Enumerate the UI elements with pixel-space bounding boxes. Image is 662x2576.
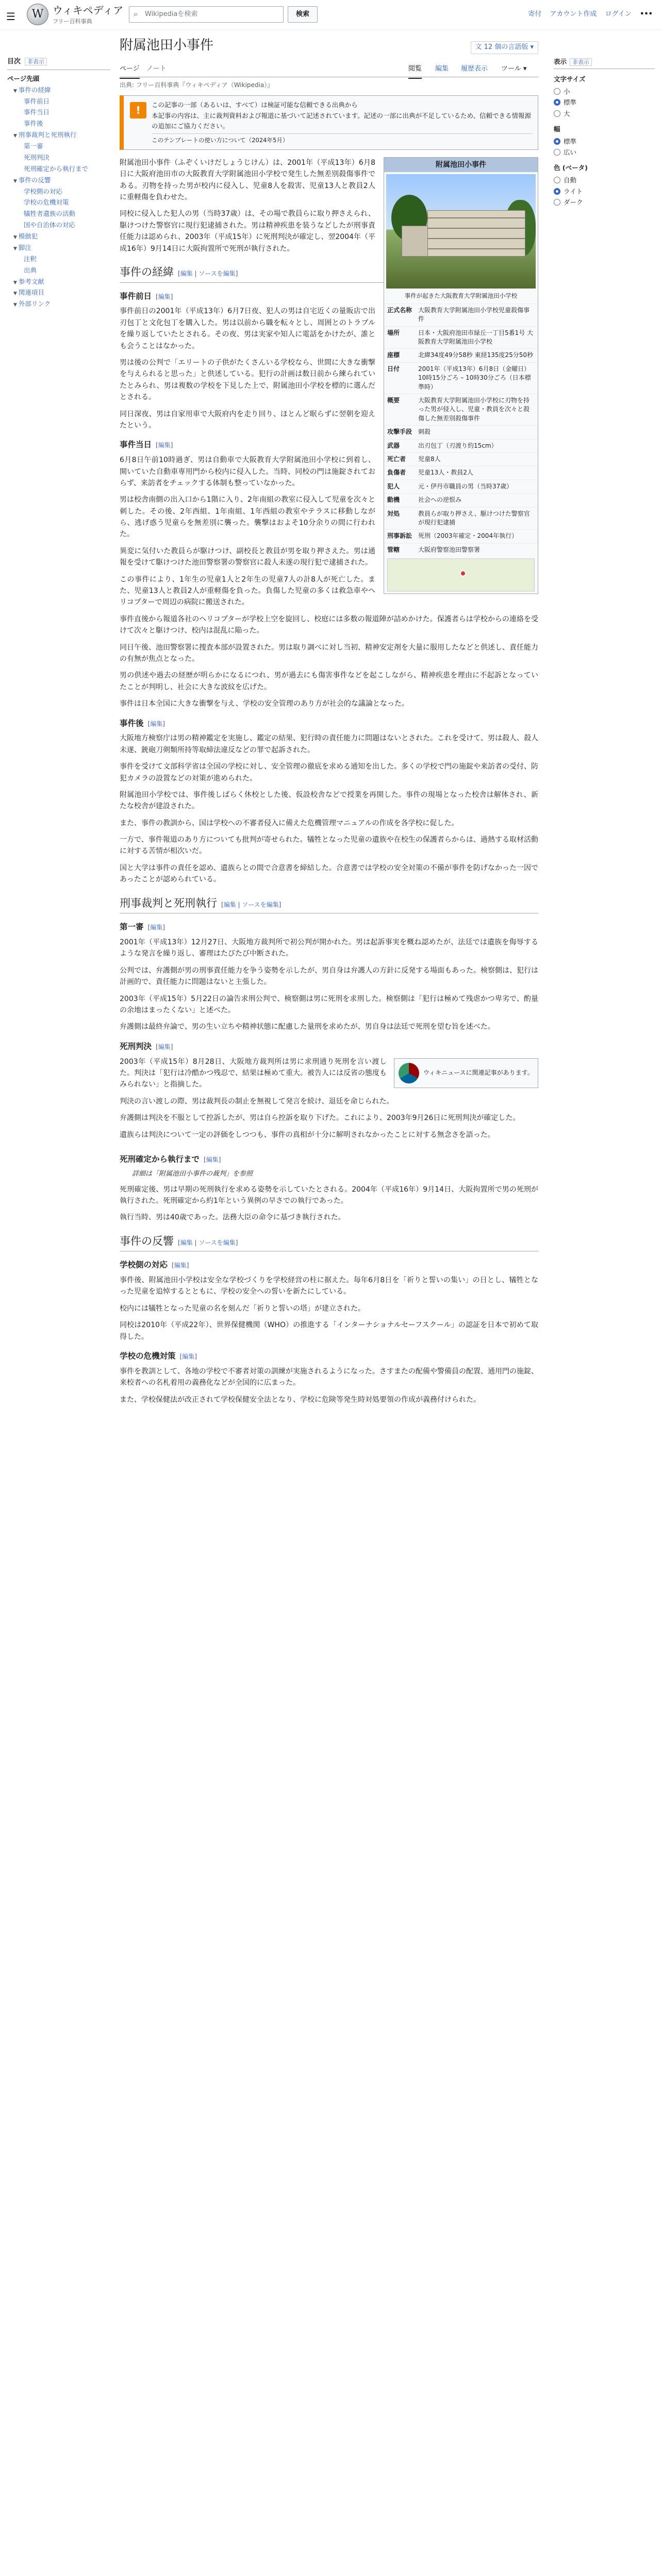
infobox-row xyxy=(384,425,538,438)
location-map[interactable] xyxy=(387,558,535,591)
infobox-value: 教員らが取り押さえ、駆けつけた警察官が現行犯逮捕 xyxy=(418,510,530,526)
toc-item[interactable]: 死刑確定から執行まで xyxy=(24,164,89,173)
toc-hide-button[interactable]: 非表示 xyxy=(25,58,47,65)
school-photo[interactable] xyxy=(386,174,536,289)
infobox-row xyxy=(384,348,538,362)
notice-box xyxy=(120,95,538,150)
width-options xyxy=(554,136,655,158)
toc-item[interactable]: 死刑判決 xyxy=(24,153,50,161)
paragraph: 弁護側は判決を不服として控訴したが、男は自ら控訴を取り下げた。これにより、2003年9月26日に死刑判決が確定した。 xyxy=(120,1114,520,1123)
more-options-icon[interactable]: ••• xyxy=(640,10,653,18)
text-size-options xyxy=(554,86,655,119)
notice-lead: この記事の一部（あるいは、すべて）は検証可能な信頼できる出典から xyxy=(152,100,358,109)
width-option[interactable]: 広い xyxy=(554,147,655,158)
user-links xyxy=(522,9,653,20)
text-size-label: 文字サイズ xyxy=(554,75,586,83)
infobox-key: 管轄 xyxy=(387,546,400,553)
chevron-down-icon[interactable]: ▼ xyxy=(13,246,17,251)
infobox-value: 大阪教育大学附属池田小学校に刃物を持った男が侵入し、児童・教員を次々と殺傷した無差別殺傷事件 xyxy=(418,397,530,422)
edit-section-link[interactable]: 編集 xyxy=(158,293,171,300)
paragraph: 事件は日本全国に大きな衝撃を与え、学校の安全管理のあり方が社会的な議論となった。 xyxy=(120,700,409,708)
infobox-value: 児童13人・教員2人 xyxy=(418,469,473,477)
subsection-heading: 学校の危機対策 [編集] xyxy=(120,1351,197,1361)
infobox-row xyxy=(384,303,538,326)
infobox-row xyxy=(384,394,538,425)
site-brand[interactable]: ウィキペディア xyxy=(53,4,124,16)
login-link[interactable]: ログイン xyxy=(605,10,632,18)
paragraph: 事件前日の2001年（平成13年）6月7日夜、犯人の男は自宅近くの量販店で出刃包丁と文化包丁を購入した。男は以前から職を転々とし、周囲とのトラブルを繰り返していたとされる。その夜、男は実家や知人に電話をかけたが、誰とも会うことはなかった。 xyxy=(120,307,375,350)
paragraph: 国と大学は事件の責任を認め、遺族らとの間で合意書を締結した。合意書では学校の安全対策の不備が事件を防げなかった一因であったことが認められている。 xyxy=(120,863,538,884)
menu-icon[interactable]: ☰ xyxy=(6,10,15,23)
paragraph: 公判では、弁護側が男の刑事責任能力を争う姿勢を示したが、男自身は弁護人の方針に反発する場面もあった。検察側は、犯行は計画的で、責任能力に問題はないと主張した。 xyxy=(120,966,538,987)
paragraph: 執行当時、男は40歳であった。法務大臣の命令に基づき執行された。 xyxy=(120,1213,345,1222)
infobox-key: 対処 xyxy=(387,510,400,517)
infobox-value: 日本・大阪府池田市緑丘一丁目5番1号 大阪教育大学附属池田小学校 xyxy=(418,329,534,346)
paragraph: 2003年（平成15年）5月22日の論告求刑公判で、検察側は男に死刑を求刑した。検察側は「犯行は極めて残虐かつ卑劣で、酌量の余地はまったくない」と述べた。 xyxy=(120,994,538,1014)
paragraph: 附属池田小学校では、事件後しばらく休校とした後、仮設校舎などで授業を再開した。事件の現場となった校舎は解体され、新たな校舎が建設された。 xyxy=(120,790,538,811)
color-label: 色 (ベータ) xyxy=(554,164,588,172)
width-label: 幅 xyxy=(554,125,560,133)
infobox xyxy=(384,157,538,594)
site-tagline: フリー百科事典 xyxy=(53,18,92,25)
paragraph: 男は後の公判で「エリートの子供がたくさんいる学校なら、世間に大きな衝撃を与えられると思った」と供述している。犯行の計画は数日前から練られていたとみられ、男は複数の学校を下見した上で、附属池田小学校を標的に選んだとされる。 xyxy=(120,359,375,402)
edit-section-link[interactable]: 編集 xyxy=(174,1262,187,1269)
toc-list xyxy=(7,73,110,310)
subsection-heading: 事件後 [編集] xyxy=(120,718,165,728)
toc-item[interactable]: 事件後 xyxy=(24,120,43,128)
infobox-value: 社会への逆恨み xyxy=(418,496,462,504)
toc-item[interactable]: ▼ 事件の経緯 xyxy=(13,86,51,94)
infobox-key: 概要 xyxy=(387,397,400,404)
chevron-down-icon[interactable]: ▼ xyxy=(13,235,17,241)
appearance-heading: 表示 非表示 xyxy=(554,57,655,69)
subsection-heading: 第一審 [編集] xyxy=(120,922,165,932)
toc-item[interactable]: ▼ 刑事裁判と死刑執行 xyxy=(13,131,77,139)
tab-history[interactable]: 履歴表示 xyxy=(461,64,488,73)
infobox-row xyxy=(384,466,538,479)
paragraph: 同校は2010年（平成22年）、世界保健機関（WHO）の推進する「インターナショナルセーフスクール」の認証を日本で初めて取得した。 xyxy=(120,1321,538,1341)
infobox-value: 死刑（2003年確定・2004年執行） xyxy=(418,532,518,540)
edit-section-link[interactable]: 編集 xyxy=(158,442,171,449)
radio-icon[interactable] xyxy=(554,199,560,206)
edit-section-link[interactable]: 編集 xyxy=(180,270,193,278)
intro-paragraph: 附属池田小事件（ふぞくいけだしょうじけん）は、2001年（平成13年）6月8日に大阪府池田市の大阪教育大学附属池田小学校で発生した無差別殺傷事件である。刃物を持った男が校内に侵入し、児童8人を殺害、児童13人と教員2人に重軽傷を負わせた。 xyxy=(120,158,375,202)
wikinews-text: ウィキニュースに関連記事があります。 xyxy=(423,1069,534,1076)
edit-section-link[interactable]: 編集 xyxy=(150,924,163,931)
toc-item[interactable]: ▼ 参考文献 xyxy=(13,277,44,285)
infobox-key: 動機 xyxy=(387,496,400,504)
infobox-title: 附属池田小事件 xyxy=(384,158,538,172)
tab-talk[interactable]: ノート xyxy=(146,64,167,73)
color-options xyxy=(554,175,655,208)
paragraph: 一方で、事件報道のあり方についても批判が寄せられた。犠牲となった児童の遺族や在校生の保護者らからは、過熱する取材活動に対する苦情が相次いだ。 xyxy=(120,836,538,856)
paragraph: 事件直後から報道各社のヘリコプターが学校上空を旋回し、校庭には多数の報道陣が詰めかけた。保護者らは学校からの連絡を受けて次々と駆けつけ、校内は混乱に陥った。 xyxy=(120,615,538,635)
toc-item[interactable]: 出典 xyxy=(24,266,37,274)
edit-source-link[interactable]: ソースを編集 xyxy=(242,901,279,908)
paragraph: 死刑確定後、男は早期の死刑執行を求める姿勢を示していたとされる。2004年（平成16年）9月14日、大阪拘置所で男の死刑が執行された。死刑確定から約1年という異例の早さでの執行であった。 xyxy=(120,1185,538,1205)
infobox-key: 座標 xyxy=(387,351,400,359)
infobox-row xyxy=(384,543,538,556)
paragraph: 男は校舎南側の出入口から1階に入り、2年南組の教室に侵入して児童を次々と刺した。その後、2年西組、1年南組、1年西組の教室やテラスに移動しながら、逃げ惑う児童らを無差別に襲った。襲撃はおよそ10分余りの間に行われた。 xyxy=(120,496,375,539)
create-account-link[interactable]: アカウント作成 xyxy=(550,10,597,18)
paragraph: 2001年（平成13年）12月27日、大阪地方裁判所で初公判が開かれた。男は起訴事実を概ね認めたが、法廷では遺族を侮辱するような発言を繰り返し、審理はたびたび中断された。 xyxy=(120,938,538,958)
radio-icon[interactable] xyxy=(554,177,560,183)
paragraph: 大阪地方検察庁は男の精神鑑定を実施し、鑑定の結果、犯行時の責任能力に問題はないとされた。これを受けて、男は殺人、殺人未遂、銃砲刀剣類所持等取締法違反などの罪で起訴された。 xyxy=(120,734,538,754)
toc-item[interactable]: 学校側の対応 xyxy=(24,187,63,195)
radio-icon[interactable] xyxy=(554,99,560,106)
infobox-key: 日付 xyxy=(387,365,400,372)
radio-icon[interactable] xyxy=(554,138,560,145)
site-header xyxy=(0,0,662,30)
text-size-option[interactable]: 小 xyxy=(554,86,655,97)
paragraph: 2003年（平成15年）8月28日、大阪地方裁判所は男に求刑通り死刑を言い渡した。判決は「犯行は冷酷かつ残忍で、結果は極めて重大。被告人には反省の態度もみられない」と指摘した。 xyxy=(120,1057,387,1089)
subsection-heading: 死刑判決 [編集] xyxy=(120,1041,173,1051)
infobox-value: 刺殺 xyxy=(418,428,431,436)
toc-item[interactable]: 国や自治体の対応 xyxy=(24,221,76,229)
chevron-down-icon[interactable]: ▼ xyxy=(13,280,17,285)
color-option[interactable]: 自動 xyxy=(554,175,655,185)
tab-read[interactable]: 閲覧 xyxy=(408,64,422,79)
donate-link[interactable]: 寄付 xyxy=(528,10,542,18)
edit-section-link[interactable]: 編集 xyxy=(158,1043,171,1050)
infobox-value: 北緯34度49分58秒 東経135度25分50秒 xyxy=(418,351,534,359)
text-size-option[interactable]: 標準 xyxy=(554,97,655,108)
paragraph: 同日午後、池田警察署に捜査本部が設置された。男は取り調べに対し当初、精神安定剤を大量に服用したなどと供述し、責任能力の有無が焦点となった。 xyxy=(120,643,538,663)
paragraph: この事件により、1年生の児童1人と2年生の児童7人の計8人が死亡した。また、児童13人と教員2人が重軽傷を負った。負傷した児童の多くは救急車やヘリコプターで周辺の病院に搬送された。 xyxy=(120,575,375,607)
paragraph: 6月8日午前10時過ぎ、男は自動車で大阪教育大学附属池田小学校に到着し、開いていた自動車専用門から校内に侵入した。当時、同校の門は施錠されておらず、来訪者をチェックする体制も整っていなかった。 xyxy=(120,456,375,487)
infobox-caption: 事件が起きた大阪教育大学附属池田小学校 xyxy=(404,292,518,300)
toc-item[interactable]: ▼ 事件の反響 xyxy=(13,176,51,184)
paragraph: 弁護側は最終弁論で、男の生い立ちや精神状態に配慮した量刑を求めたが、男自身は法廷で死刑を望む旨を述べた。 xyxy=(120,1023,495,1031)
infobox-row xyxy=(384,326,538,349)
page-tabs xyxy=(120,59,538,77)
toc-item[interactable]: ページ先頭 xyxy=(7,74,40,82)
infobox-key: 刑事訴訟 xyxy=(387,532,412,540)
paragraph: 異変に気付いた教員らが駆けつけ、副校長と教員が男を取り押さえた。男は通報を受けて駆けつけた池田警察署の警察官に殺人未遂の現行犯で逮捕された。 xyxy=(120,547,375,567)
paragraph: 遺族らは判決について一定の評価をしつつも、事件の真相が十分に解明されなかったことに対する無念さを語った。 xyxy=(120,1130,495,1139)
edit-section-link[interactable]: 編集 xyxy=(206,1156,219,1163)
width-option[interactable]: 標準 xyxy=(554,136,655,147)
toc-item[interactable]: ▼ 模倣犯 xyxy=(13,232,38,241)
tab-edit[interactable]: 編集 xyxy=(435,64,449,73)
toc-item[interactable]: ▼ 脚注 xyxy=(13,243,31,251)
paragraph: 事件を教訓として、各地の学校で不審者対策の訓練が実施されるようになった。さすまたの配備や警備員の配置、通用門の施錠、来校者への名札着用の義務化などが全国的に広まった。 xyxy=(120,1367,538,1387)
infobox-value: 元・伊丹市職員の男（当時37歳） xyxy=(418,482,513,490)
table-of-contents xyxy=(7,57,110,310)
radio-icon[interactable] xyxy=(554,110,560,117)
chevron-down-icon[interactable]: ▼ xyxy=(13,88,17,94)
subsection-heading: 事件当日 [編集] xyxy=(120,440,173,450)
chevron-down-icon[interactable]: ▼ xyxy=(13,178,17,184)
toc-item[interactable]: 注釈 xyxy=(24,255,37,263)
edit-source-link[interactable]: ソースを編集 xyxy=(198,270,236,278)
infobox-row xyxy=(384,507,538,530)
infobox-row xyxy=(384,529,538,543)
infobox-key: 死亡者 xyxy=(387,455,406,463)
section-heading: 刑事裁判と死刑執行 [編集 | ソースを編集] xyxy=(120,895,538,914)
infobox-key: 武器 xyxy=(387,442,400,449)
infobox-rows xyxy=(384,303,538,556)
infobox-value: 2001年（平成13年）6月8日（金曜日）10時15分ごろ – 10時30分ごろ（日本標準時） xyxy=(418,365,531,391)
edit-source-link[interactable]: ソースを編集 xyxy=(198,1239,236,1246)
subsection-heading: 事件前日 [編集] xyxy=(120,291,173,301)
color-option[interactable]: ライト xyxy=(554,186,655,197)
infobox-row xyxy=(384,362,538,394)
wikinews-icon xyxy=(399,1063,419,1083)
paragraph: また、事件の教訓から、国は学校への不審者侵入に備えた危機管理マニュアルの作成を各学校に促した。 xyxy=(120,819,459,827)
language-button[interactable]: 文 12 個の言語版 ▾ xyxy=(471,41,539,54)
paragraph: 男の供述や過去の経歴が明らかになるにつれ、男が過去にも傷害事件などを起こしながら、精神疾患を理由に不起訴となっていたことが判明し、社会に大きな波紋を広げた。 xyxy=(120,671,538,691)
appearance-panel xyxy=(554,57,655,208)
paragraph: 同日深夜、男は自家用車で大阪府内を走り回り、ほとんど眠らずに翌朝を迎えたという。 xyxy=(120,410,375,430)
paragraph: また、学校保健法が改正されて学校保健安全法となり、学校に危険等発生時対処要領の作成が義務付けられた。 xyxy=(120,1395,481,1404)
wikinews-box[interactable] xyxy=(394,1058,538,1088)
infobox-value: 大阪教育大学附属池田小学校児童殺傷事件 xyxy=(418,306,530,323)
paragraph: 判決の言い渡しの際、男は裁判長の制止を無視して発言を続け、退廷を命じられた。 xyxy=(120,1097,394,1106)
page-title: 附属池田小事件 xyxy=(120,38,214,53)
toc-item[interactable]: 事件当日 xyxy=(24,108,50,116)
search-input[interactable]: Wikipediaを検索 xyxy=(129,6,284,23)
tab-article[interactable]: ページ xyxy=(120,64,140,79)
paragraph: 事件後、附属池田小学校は安全な学校づくりを学校経営の柱に据えた。毎年6月8日を「祈りと誓いの集い」の日とし、犠牲となった児童を追悼するとともに、学校の安全への誓いを新たにしている。 xyxy=(120,1276,538,1296)
notice-small[interactable]: このテンプレートの使い方について（2024年5月） xyxy=(152,133,533,145)
edit-section-link[interactable]: 編集 xyxy=(182,1353,195,1361)
chevron-down-icon[interactable]: ▼ xyxy=(13,133,17,139)
search-icon: ⌕ xyxy=(134,9,138,19)
infobox-key: 場所 xyxy=(387,329,400,336)
infobox-value: 出刃包丁（刃渡り約15cm） xyxy=(418,442,498,449)
toc-heading: 目次 非表示 xyxy=(7,57,110,70)
text-size-option[interactable]: 大 xyxy=(554,108,655,119)
toc-item[interactable]: 犠牲者遺族の活動 xyxy=(24,210,76,218)
appearance-hide-button[interactable]: 非表示 xyxy=(570,58,592,66)
edit-section-link[interactable]: 編集 xyxy=(150,720,163,727)
chevron-down-icon[interactable]: ▼ xyxy=(13,291,17,297)
search-button[interactable]: 検索 xyxy=(288,6,318,23)
toc-item[interactable]: 事件前日 xyxy=(24,97,50,105)
infobox-key: 負傷者 xyxy=(387,469,406,477)
toc-item[interactable]: ▼ 外部リンク xyxy=(13,300,51,308)
subsection-heading: 学校側の対応 [編集] xyxy=(120,1260,189,1270)
tab-tools[interactable]: ツール ▾ xyxy=(501,64,527,73)
edit-section-link[interactable]: 編集 xyxy=(180,1239,193,1246)
intro-paragraph: 同校に侵入した犯人の男（当時37歳）は、その場で教員らに取り押さえられ、駆けつけた警察官に現行犯逮捕された。男は精神疾患を装うなどしたが刑事責任能力は認められ、2003年（平成15年）に死刑判決が確定し、翌2004年（平成16年）9月14日に大阪拘置所で死刑が執行された。 xyxy=(120,210,375,253)
section-heading: 事件の経緯 [編集 | ソースを編集] xyxy=(120,264,538,283)
color-option[interactable]: ダーク xyxy=(554,197,655,208)
map-pin-icon xyxy=(460,570,466,577)
infobox-value: 児童8人 xyxy=(418,455,441,463)
infobox-row xyxy=(384,439,538,452)
toc-item[interactable]: 学校の危機対策 xyxy=(24,198,69,207)
chevron-down-icon[interactable]: ▼ xyxy=(13,302,17,308)
subsection-heading: 死刑確定から執行まで [編集] xyxy=(120,1154,221,1164)
edit-section-link[interactable]: 編集 xyxy=(223,901,236,908)
infobox-key: 犯人 xyxy=(387,482,400,490)
paragraph: 校内には犠牲となった児童の名を刻んだ「祈りと誓いの塔」が建立された。 xyxy=(120,1304,365,1313)
toc-item[interactable]: ▼ 関連項目 xyxy=(13,289,44,297)
radio-icon[interactable] xyxy=(554,149,560,156)
warning-icon: ! xyxy=(130,102,146,118)
wikipedia-logo-icon[interactable]: W xyxy=(27,4,48,25)
notice-body: 本記事の内容は、主に裁判資料および報道に基づいて記述されています。記述の一部に出典が不足しているため、信頼できる情報源の追加にご協力ください。 xyxy=(152,112,532,130)
infobox-row xyxy=(384,480,538,493)
radio-icon[interactable] xyxy=(554,88,560,95)
paragraph: 事件を受けて文部科学省は全国の学校に対し、安全管理の徹底を求める通知を出した。多くの学校で門の施錠や来訪者の受付、防犯カメラの設置などの対策が進められた。 xyxy=(120,762,538,783)
radio-icon[interactable] xyxy=(554,188,560,195)
hatnote[interactable]: 詳細は「附属池田小事件の裁判」を参照 xyxy=(132,1170,253,1178)
infobox-row xyxy=(384,452,538,466)
toc-item[interactable]: 第一審 xyxy=(24,142,43,150)
infobox-value: 大阪府警察池田警察署 xyxy=(418,546,481,553)
infobox-row xyxy=(384,493,538,506)
infobox-key: 攻撃手段 xyxy=(387,428,412,436)
page-subtitle: 出典: フリー百科事典『ウィキペディア（Wikipedia）』 xyxy=(120,81,274,89)
section-heading: 事件の反響 [編集 | ソースを編集] xyxy=(120,1233,538,1252)
infobox-key: 正式名称 xyxy=(387,306,412,314)
main-content xyxy=(120,33,538,1411)
